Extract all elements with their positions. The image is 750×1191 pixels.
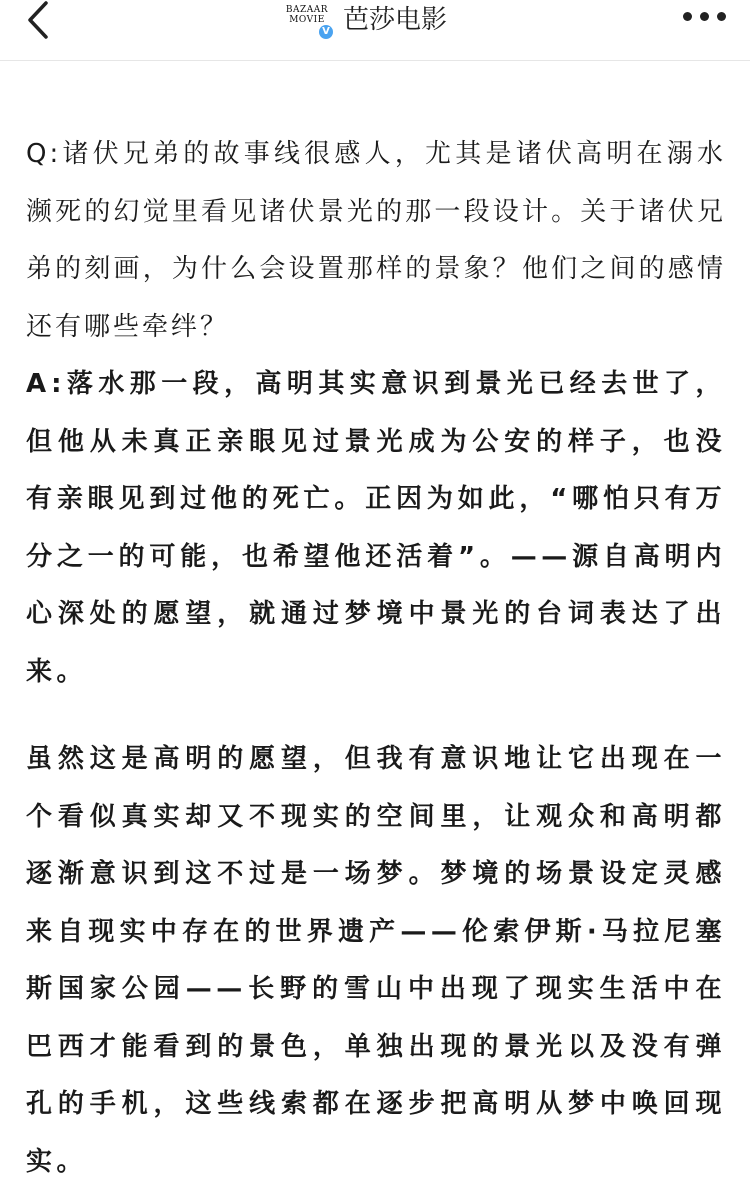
interview-answer-paragraph-2: 虽然这是高明的愿望，但我有意识地让它出现在一个看似真实却又不现实的空间里，让观众和高明都逐渐意识到这不过是一场梦。梦境的场景设定灵感来自现实中存在的世界遗产——伦索伊斯·马拉尼塞斯国家公园——长野的雪山中出现了现实生活中在巴西才能看到的景色，单独出现的景光以及没有弹孔的手机，这些线索都在逐步把高明从梦中唤回现实。 [26,744,726,1177]
account-header[interactable] [283,0,447,40]
more-horizontal-icon-dot [717,12,726,21]
article-body [26,126,726,1191]
chevron-left-icon [26,1,50,39]
interview-answer-paragraph-1: A:落水那一段，高明其实意识到景光已经去世了，但他从未真正亲眼见过景光成为公安的样子，也没有亲眼见到过他的死亡。正因为如此，“哪怕只有万分之一的可能，也希望他还活着”。——源自高明内心深处的愿望，就通过梦境中景光的台词表达了出来。 [26,369,726,687]
interview-question: Q:诸伏兄弟的故事线很感人，尤其是诸伏高明在溺水濒死的幻觉里看见诸伏景光的那一段设计。关于诸伏兄弟的刻画，为什么会设置那样的景象？他们之间的感情还有哪些牵绊？ [26,139,726,342]
account-name[interactable]: 芭莎电影 [343,5,448,35]
bazaar-movie-logo: BAZAAR MOVIE [285,5,329,25]
more-options-button[interactable] [683,0,726,32]
more-horizontal-icon [683,12,692,21]
account-avatar [283,3,331,37]
paragraph-spacer [26,701,726,731]
verified-badge-icon: V [319,25,333,39]
top-navigation-bar [0,0,750,61]
more-horizontal-icon-dot [700,12,709,21]
back-button[interactable] [18,0,58,40]
